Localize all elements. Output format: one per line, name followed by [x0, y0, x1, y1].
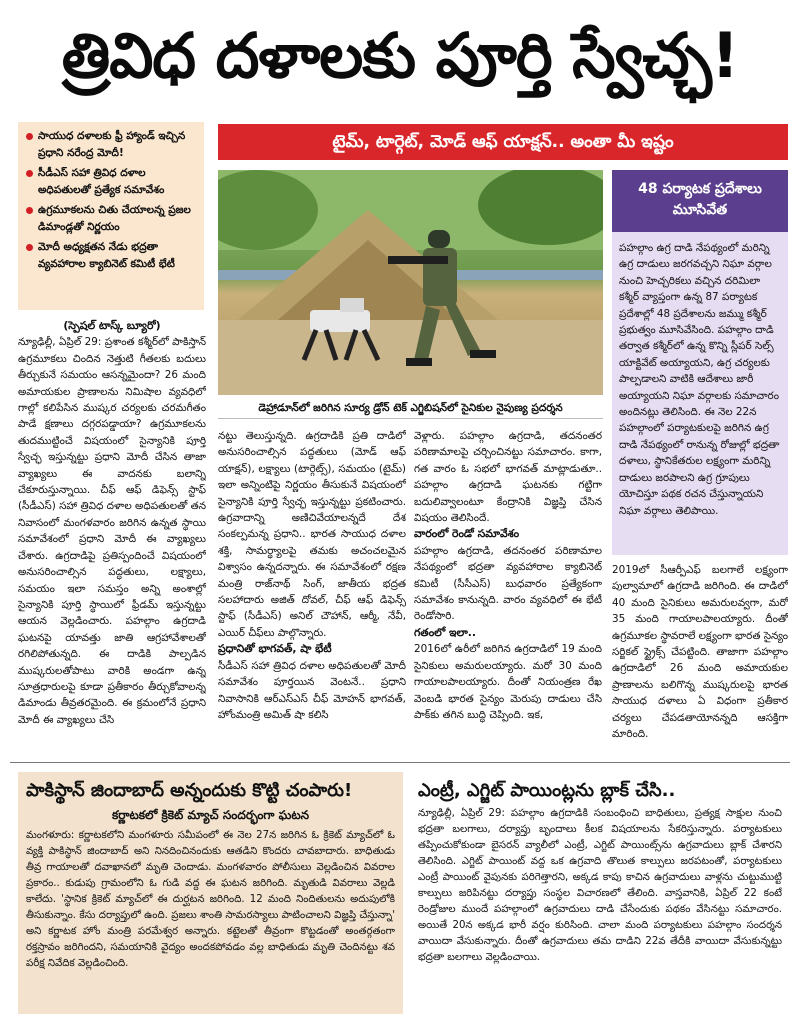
story-left-subtitle: కర్ణాటకలో క్రికెట్ మ్యాచ్ సందర్భంగా ఘటన — [111, 808, 310, 822]
article-column-1 — [18, 318, 206, 758]
key-point: సీడీఎస్ సహా త్రివిధ దళాల అధిపతులతో ప్రత్యేక సమావేశం — [24, 165, 198, 199]
key-point: మోదీ అధ్యక్షతన నేడు భద్రతా వ్యవహారాల క్యాబినెట్ కమిటీ భేటీ — [24, 239, 198, 273]
section-divider — [10, 762, 790, 763]
photo-caption: డెహ్రాడూన్‌లో జరిగిన సూర్య డ్రోన్ టెక్ ఎగ్జిబిషన్‌లో సైనికుల నైపుణ్య ప్రదర్శన — [218, 397, 603, 419]
article-text: వెళ్లారు. పహల్గాం ఉగ్రదాడి, తదనంతర పరిణామాలపై చర్చించినట్టు సమాచారం. కాగా, గత వారం ఓ సభలో భాగవత్ మాట్లాడుతూ.. పహల్గాం ఉగ్రదాడి ఘటనకు గట్టిగా బదులివ్వాలంటూ కేంద్రానికి విజ్ఞప్తి చేసిన విషయం తెలిసిందే. — [414, 430, 602, 525]
story-right-text: న్యూఢిల్లీ, ఏప్రిల్ 29: పహల్గాం ఉగ్రదాడికి సంబంధించి బాధితులు, ప్రత్యక్ష సాక్షుల నుంచి భద్రతా బలగాలు, దర్యాప్తు బృందాలు కీలక విషయాలను సేకరిస్తున్నారు. పర్యాటకులు తప్పించుకోకుండా బైసరన్ వ్యాలీలో ఎంట్రీ, ఎగ్జిట్ పాయింట్స్‌ను ఉగ్రవాదులు బ్లాక్ చేశారని తెలిసింది. ఎగ్జిట్ పాయింట్ వద్ద ఒక ఉగ్రవాది తొలుత కాల్పులు జరపటంతో, పర్యాటకులు ఎంట్రీ పాయింట్ వైపునకు పరిగెత్తారని, అక్కడ కాపు కాచిన ఉగ్రవాదులు వాళ్లను చుట్టుముట్టి కాల్పులు జరిపినట్టు దర్యాప్తు సంస్థల విచారణలో తేలింది. వాస్తవానికి, ఏప్రిల్ 22 కంటే రెండ్రోజుల ముందే పహల్గాంలో ఉగ్రవాదులు దాడి చేసేందుకు పథకం వేసినట్టు సమాచారం. అయితే 20న అక్కడ భారీ వర్షం కురిసింది. చాలా మంది పర్యాటకులు పహల్గాం సందర్శన వాయిదా వేసుకున్నారు. దీంతో ఉగ్రవాదులు తమ దాడిని 22వ తేదీకి వాయిదా వేసుకున్నట్టు భద్రతా బలగాలు వెల్లడించాయి. — [418, 808, 782, 963]
story-right-title: ఎంట్రీ, ఎగ్జిట్ పాయింట్లను బ్లాక్ చేసి.. — [418, 780, 676, 801]
soldier-photo — [218, 170, 603, 395]
red-banner: టైమ్, టార్గెట్, మోడ్ ఆఫ్ యాక్షన్.. అంతా మీ ఇష్టం — [218, 124, 788, 160]
subheading: వారంలో రెండో సమావేశం — [414, 527, 520, 541]
story-left-title: పాకిస్థాన్ జిందాబాద్ అన్నందుకు కొట్టి చంపారు! — [26, 780, 353, 801]
story-left-text: మంగళూరు: కర్ణాటకలోని మంగళూరు సమీపంలో ఈ నెల 27న జరిగిన ఓ క్రికెట్ మ్యాచ్‌లో ఓ వ్యక్తి పాకిస్థాన్ జిందాబాద్ అని నినదించినందుకు ఆతడిని కొందరు చావబాదారు. బాధితుడు తీవ్ర గాయాలతో దవాఖానలో మృతి చెందాడు. మంగళవారం పోలీసులు వెల్లడించిన వివరాల ప్రకారం.. కుడుపు గ్రామంలోని ఓ గుడి వద్ద ఈ ఘటన జరిగింది. మృతుడి వివరాలు వెల్లడి కాలేదు. 'స్థానిక క్రికెట్ మ్యాచ్‌లో ఈ దుర్ఘటన జరిగింది. 12 మంది నిందితులను అదుపులోకి తీసుకున్నాం. కేసు దర్యాప్తులో ఉంది. ప్రజలు శాంతి సామరస్యాలు పాటించాలని విజ్ఞప్తి చేస్తున్నా' అని కర్ణాటక హోం మంత్రి పరమేశ్వర అన్నారు. కట్టెలతో తీవ్రంగా కొట్టడంతో అంతర్గతంగా రక్తస్రావం జరిగిందని, సమయానికి వైద్యం అందకపోవడం వల్ల బాధితుడు మృతి చెందినట్టు శవ పరీక్ష నివేదిక వెల్లడించింది. — [26, 830, 395, 969]
article-column-4 — [612, 562, 788, 758]
sidebar-title: 48 పర్యాటక ప్రదేశాలు మూసివేత — [612, 170, 788, 232]
subheading: గతంలో ఇలా.. — [414, 625, 476, 639]
headline: త్రివిధ దళాలకు పూర్తి స్వేచ్ఛ! — [61, 19, 739, 92]
article-text: నట్టు తెలుస్తున్నది. ఉగ్రదాడికి ప్రతి దాడిలో అనుసరించాల్సిన పద్ధతులు (మోడ్ ఆఫ్ యాక్షన్), లక్ష్యాలు (టార్గెట్స్), సమయం (టైమ్) ఇలా అన్నింటిపై నిర్ణయం తీసుకునే విషయంలో సైన్యానికి పూర్తి స్వేచ్ఛ ఇస్తున్నట్టు ప్రకటించారు. ఉగ్రవాదాన్ని అణిచివేయాలన్నదే దేశ సంకల్పమన్న ప్రధాని.. భారత సాయుధ దళాల శక్తి, సామర్థ్యాలపై తమకు అచంచలమైన విశ్వాసం ఉన్నదన్నారు. ఈ సమావేశంలో రక్షణ మంత్రి రాజ్‌నాథ్ సింగ్, జాతీయ భద్రత సలహాదారు అజిత్ దోవల్, చీఫ్ ఆఫ్ డిఫెన్స్ స్టాఫ్ (సీడీఎస్) అనిల్ చౌహాన్, ఆర్మీ, నేవీ, ఎయిర్ చీఫ్‌లు పాల్గొన్నారు. — [218, 430, 406, 639]
article-text: సీడీఎస్ సహా త్రివిధ దళాల అధిపతులతో మోదీ సమావేశం పూర్తయిన వెంటనే.. ప్రధాని నివాసానికి ఆర్ఎస్ఎస్ చీఫ్ మోహన్ భాగవత్, హోంమంత్రి అమిత్ షా కలిసి — [218, 659, 406, 721]
article-column-3 — [414, 428, 602, 758]
article-text: న్యూఢిల్లీ, ఏప్రిల్ 29: ప్రశాంత కశ్మీర్‌లో పాకిస్తాన్ ఉగ్రమూకలు చిందిన నెత్తుటి గీతలకు బదులు తీర్చుకునే సమయం ఆసన్నమైందా? 26 మంది అమాయకుల ప్రాణాలను నిమిషాల వ్యవధిలో గాల్లో కలిపేసిన ముష్కర చర్యలకు చరమగీతం పాడే క్షణాలు దగ్గరపడ్డాయా? ఉగ్రమూకలను తుదముట్టించే విషయంలో సైన్యానికి పూర్తి స్వేచ్ఛ ఇస్తున్నట్టు ప్రధాని మోదీ చేసిన తాజా వ్యాఖ్యలు ఈ వాదనకు బలాన్ని చేకూరుస్తున్నాయి. చీఫ్ ఆఫ్ డిఫెన్స్ స్టాఫ్ (సీడీఎస్) సహా త్రివిధ దళాల అధిపతులతో తన నివాసంలో మంగళవారం జరిగిన ఉన్నత స్థాయి సమావేశంలో ప్రధాని మోదీ ఈ వ్యాఖ్యలు చేశారు. ఉగ్రదాడిపై ప్రతిస్పందించే విషయంలో అనుసరించాల్సిన పద్ధతులు, లక్ష్యాలు, సమయం ఇలా సమస్తం అన్ని అంశాల్లో సైన్యానికి పూర్తి స్థాయిలో ఫ్రీడమ్ ఇస్తున్నట్టు ఆయన వెల్లడించారు. పహల్గాం ఉగ్రదాడి ఘటనపై యావత్తు జాతి ఆగ్రహావేశాలతో రగిలిపోతున్నది. ఈ దాడికి పాల్పడిన ముష్కరులతోపాటు వారికి అండగా ఉన్న సూత్రధారులపై కూడా ప్రతీకారం తీర్చుకోవాలన్న డిమాండు తీవ్రతరమైంది. ఈ క్రమంలోనే ప్రధాని మోదీ ఈ వ్యాఖ్యలు చేసి — [18, 336, 206, 726]
key-point: ఉగ్రమూకలను చితు చేయాలన్న ప్రజల డిమాండ్లతో నిర్ణయం — [24, 202, 198, 236]
article-column-2 — [218, 428, 406, 758]
key-point: సాయుధ దళాలకు ఫ్రీ హ్యాండ్ ఇచ్చిన ప్రధాని నరేంద్ర మోదీ! — [24, 128, 198, 162]
soldier-drone-illustration — [218, 170, 603, 395]
story-right — [410, 772, 790, 1014]
key-points-box — [18, 122, 204, 310]
dateline: (స్పెషల్ టాస్క్ బ్యూరో) — [63, 319, 161, 332]
subheading: ప్రధానితో భాగవత్, షా భేటీ — [218, 642, 332, 656]
article-text: 2016లో ఉరీలో జరిగిన ఉగ్రదాడిలో 19 మంది సైనికులు అమరులయ్యారు. మరో 30 మంది గాయాలపాలయ్యారు. దీంతో నియంత్రణ రేఖ వెంబడి భారత సైన్యం మెరుపు దాడులు చేసి పాక్‌కు తగిన బుద్ధి చెప్పింది. ఇక, — [414, 643, 602, 721]
sidebar-body: పహల్గాం ఉగ్ర దాడి నేపథ్యంలో మరిన్ని ఉగ్ర దాడులు జరగవచ్చని నిఘా వర్గాల నుంచి హెచ్చరికలు వచ్చిన దరిమిలా కశ్మీర్ వ్యాప్తంగా ఉన్న 87 పర్యాటక ప్రదేశాల్లో 48 ప్రదేశాలను జమ్ము కశ్మీర్ ప్రభుత్వం మూసివేసింది. పహల్గాం దాడి తర్వాత కశ్మీర్‌లో ఉన్న కొన్ని స్లీపర్ సెల్స్ యాక్టివేట్ అయ్యాయని, ఉగ్ర చర్యలకు పాల్పడాలని వాటికి ఆదేశాలు జారీ అయ్యాయని నిఘా వర్గాలకు సమాచారం అందినట్లు తెలిసింది. ఈ నెల 22న పహల్గాంలో పర్యాటకులపై జరిగిన ఉగ్ర దాడి నేపథ్యంలో రానున్న రోజుల్లో భద్రతా దళాలు, స్థానికేతరుల లక్ష్యంగా మరిన్ని దాడులు జరపాలని ఉగ్ర గ్రూపులు యోచిస్తూ పథక రచన చేస్తున్నాయని నిఘా వర్గాలు తెలిపాయి. — [612, 232, 788, 555]
article-text: పహల్గాం ఉగ్రదాడి, తదనంతర పరిణామాల నేపథ్యంలో భద్రతా వ్యవహారాల క్యాబినెట్ కమిటీ (సీసీఎస్) బుధవారం ప్రత్యేకంగా సమావేశం కానున్నది. వారం వ్యవధిలో ఈ భేటీ రెండోసారి. — [414, 544, 602, 623]
article-text: 2019లో సీఆర్పీఎఫ్ బలగాలే లక్ష్యంగా పుల్వామాలో ఉగ్రదాడి జరిగింది. ఈ దాడిలో 40 మంది సైనికులు అమరులవ్వగా, మరో 35 మంది గాయాలపాలయ్యారు. దీంతో ఉగ్రమూకల స్థావరాలే లక్ష్యంగా భారత సైన్యం సర్జికల్ స్ట్రైక్స్ చేపట్టింది. తాజాగా పహల్గాం ఉగ్రదాడిలో 26 మంది అమాయకుల ప్రాణాలను బలిగొన్న ముష్కరులపై భారత సాయుధ దళాలు ఏ విధంగా ప్రతీకార చర్యలు చేపడతాయోనన్నది ఆసక్తిగా మారింది. — [612, 564, 788, 741]
story-left — [18, 772, 403, 1014]
